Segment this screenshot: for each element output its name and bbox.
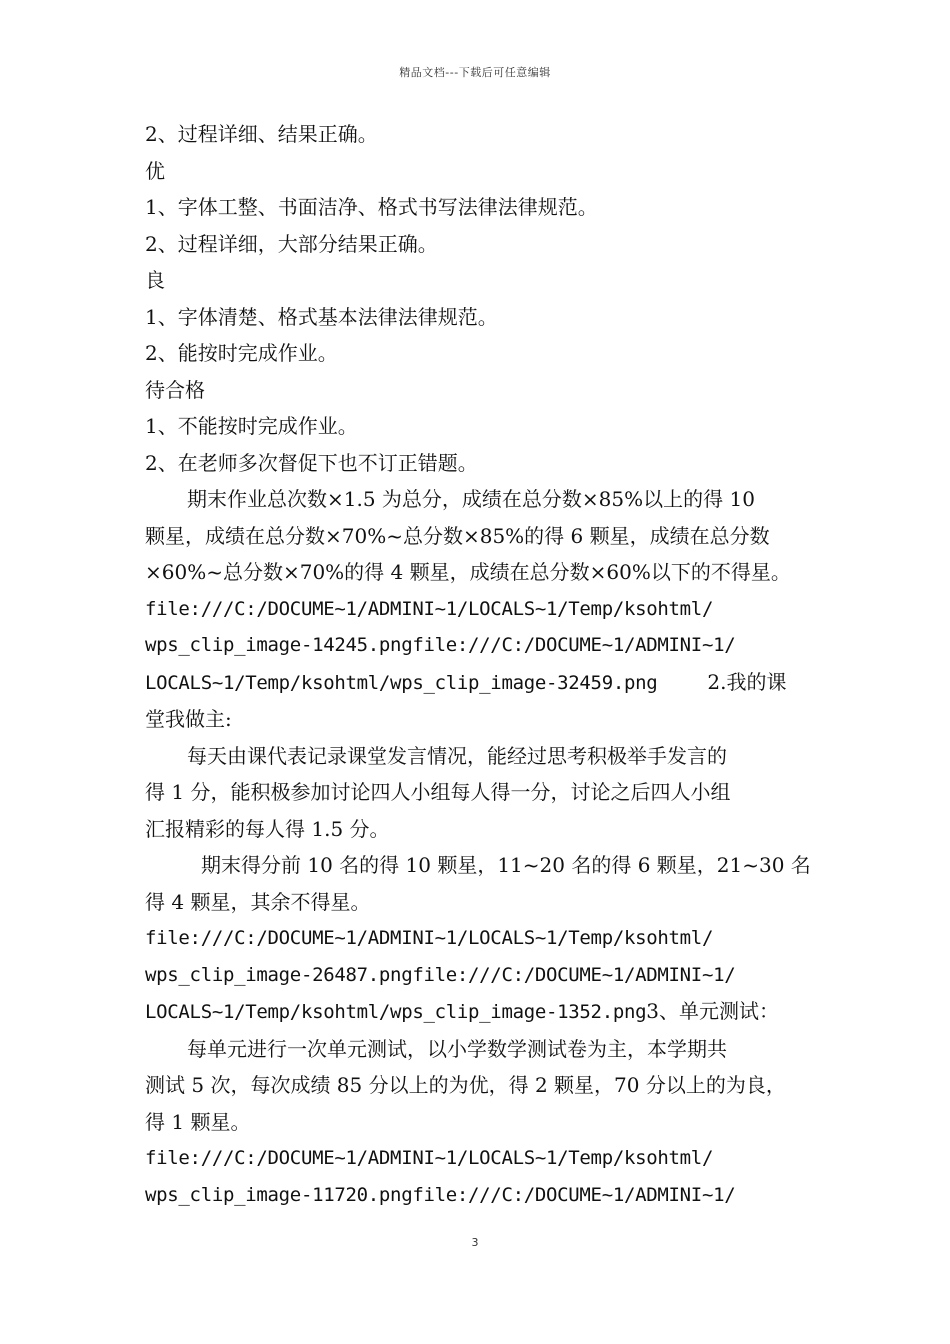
text-line: 1、字体清楚、格式基本法律法律规范。 bbox=[145, 304, 498, 329]
section-title: 2.我的课 bbox=[707, 669, 787, 694]
file-path-line: file:///C:/DOCUME~1/ADMINI~1/LOCALS~1/Temp/ksohtml/ bbox=[145, 597, 714, 620]
text-line: 2、能按时完成作业。 bbox=[145, 341, 338, 365]
grade-heading-pending: 待合格 bbox=[145, 377, 205, 402]
grade-heading-good: 良 bbox=[145, 268, 165, 292]
page-header: 精品文档---下载后可任意编辑 bbox=[399, 66, 551, 79]
file-path-line: wps_clip_image-11720.pngfile:///C:/DOCUME~1/ADMINI~1/ bbox=[145, 1183, 736, 1206]
text-line: 测试 5 次，每次成绩 85 分以上的为优，得 2 颗星，70 分以上的为良， bbox=[145, 1073, 786, 1097]
text-line: ×60%~总分数×70%的得 4 颗星，成绩在总分数×60%以下的不得星。 bbox=[145, 560, 791, 584]
file-path-with-section bbox=[145, 993, 825, 1031]
text-line: 期末得分前 10 名的得 10 颗星，11~20 名的得 6 颗星，21~30 名 bbox=[201, 853, 811, 877]
grade-heading-excellent: 优 bbox=[145, 158, 165, 183]
document-body bbox=[145, 116, 825, 1213]
file-path-line: wps_clip_image-26487.pngfile:///C:/DOCUME~1/ADMINI~1/ bbox=[145, 963, 736, 986]
file-path-segment: LOCALS~1/Temp/ksohtml/wps_clip_image-1352.png bbox=[145, 1001, 647, 1023]
file-path-line: file:///C:/DOCUME~1/ADMINI~1/LOCALS~1/Temp/ksohtml/ bbox=[145, 927, 714, 949]
text-line: 汇报精彩的每人得 1.5 分。 bbox=[145, 816, 390, 841]
section-title: 3、单元测试： bbox=[646, 999, 779, 1023]
text-line: 每单元进行一次单元测试，以小学数学测试卷为主，本学期共 bbox=[187, 1036, 727, 1061]
file-path-line: wps_clip_image-14245.pngfile:///C:/DOCUME~1/ADMINI~1/ bbox=[145, 634, 736, 656]
text-line: 2、过程详细、结果正确。 bbox=[145, 122, 378, 146]
text-line: 期末作业总次数×1.5 为总分，成绩在总分数×85%以上的得 10 bbox=[187, 487, 755, 511]
file-path-line: file:///C:/DOCUME~1/ADMINI~1/LOCALS~1/Temp/ksohtml/ bbox=[145, 1147, 714, 1169]
text-line: 2、在老师多次督促下也不订正错题。 bbox=[145, 450, 478, 475]
text-line: 颗星，成绩在总分数×70%~总分数×85%的得 6 颗星，成绩在总分数 bbox=[145, 523, 770, 548]
page-number: 3 bbox=[471, 1236, 479, 1249]
text-line: 1、不能按时完成作业。 bbox=[145, 414, 358, 438]
text-line: 每天由课代表记录课堂发言情况，能经过思考积极举手发言的 bbox=[187, 743, 727, 768]
text-line: 得 4 颗星，其余不得星。 bbox=[145, 889, 371, 914]
section-title-continuation: 堂我做主: bbox=[145, 707, 232, 731]
file-path-with-section bbox=[145, 664, 825, 702]
text-line: 1、字体工整、书面洁净、格式书写法律法律规范。 bbox=[145, 195, 598, 219]
text-line: 2、过程详细，大部分结果正确。 bbox=[145, 231, 438, 256]
text-line: 得 1 分，能积极参加讨论四人小组每人得一分，讨论之后四人小组 bbox=[145, 780, 731, 804]
text-line: 得 1 颗星。 bbox=[145, 1109, 251, 1134]
file-path-segment: LOCALS~1/Temp/ksohtml/wps_clip_image-32459.png bbox=[145, 671, 658, 694]
